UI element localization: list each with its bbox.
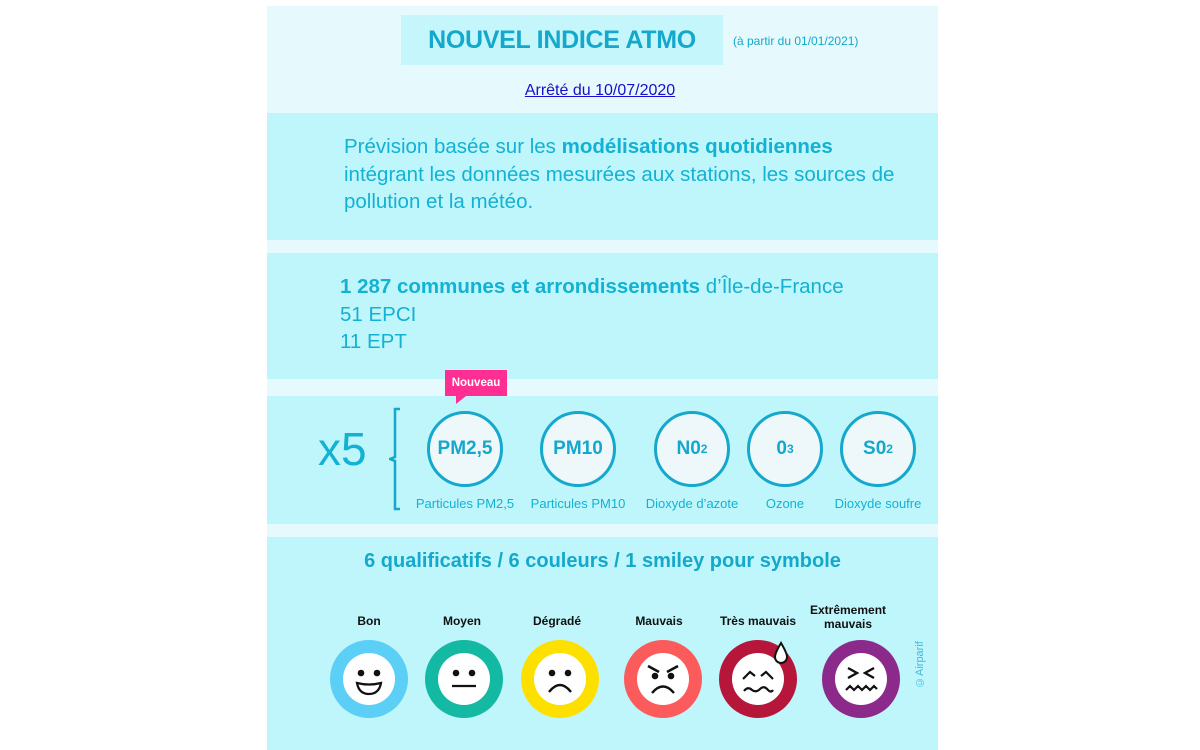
- angry-face-icon: [624, 640, 702, 718]
- level-label-degrade: Dégradé: [532, 614, 582, 628]
- forecast-text-bold: modélisations quotidiennes: [561, 135, 833, 158]
- pollutant-symbol: N0: [676, 438, 701, 459]
- neutral-face-icon: [425, 640, 503, 718]
- copyright: ©Airparif: [914, 641, 926, 688]
- pollutant-symbol: PM10: [553, 438, 603, 459]
- decree-link[interactable]: Arrêté du 10/07/2020: [524, 82, 676, 99]
- sweat-drop-icon: [771, 641, 791, 667]
- forecast-text-end: intégrant les données mesurées aux stations, les sources de pollution et la météo.: [344, 162, 895, 213]
- pollutant-pm10: [518, 411, 638, 511]
- forecast-text-start: Prévision basée sur les: [344, 135, 562, 158]
- new-badge-tail: [456, 396, 466, 404]
- pollutant-circle: [427, 411, 503, 487]
- grin-face-icon: [330, 640, 408, 718]
- pollutant-subscript: 3: [786, 442, 794, 456]
- level-label-tres-mauvais: Très mauvais: [719, 614, 797, 628]
- communes-region: d’Île-de-France: [700, 275, 844, 298]
- title-box: [401, 15, 723, 65]
- pollutant-label: Ozone: [765, 496, 805, 511]
- pollutant-label: Particules PM10: [530, 496, 626, 511]
- pollutant-circle: [840, 411, 916, 487]
- curly-bracket-icon: [389, 407, 401, 511]
- pollutant-subscript: 2: [700, 442, 708, 456]
- pollutant-so2: [818, 411, 938, 511]
- sad-face-icon: [521, 640, 599, 718]
- pollutant-symbol: PM2,5: [437, 438, 493, 459]
- pollutant-circle: [540, 411, 616, 487]
- pollutant-symbol: S0: [863, 438, 887, 459]
- decree-link-row: [0, 82, 1200, 100]
- pollutant-label: Dioxyde d’azote: [645, 496, 739, 511]
- coverage-ept: 11 EPT: [340, 330, 407, 353]
- page-title: NOUVEL INDICE ATMO: [428, 25, 696, 54]
- level-label-moyen: Moyen: [442, 614, 481, 628]
- pollutant-label: Particules PM2,5: [415, 496, 515, 511]
- forecast-text: [344, 133, 904, 216]
- level-label-extremement-mauvais: Extrêmement mauvais: [809, 603, 887, 631]
- coverage-communes: [340, 273, 844, 301]
- pollutant-label: Dioxyde soufre: [834, 496, 922, 511]
- coverage-epci: 51 EPCI: [340, 302, 417, 326]
- pollutant-circle: [654, 411, 730, 487]
- pollutant-multiplier: x5: [318, 423, 367, 475]
- worried-sweat-face-icon: [719, 640, 797, 718]
- pollutant-list: [405, 411, 935, 521]
- pollutant-symbol: 0: [776, 438, 787, 459]
- confounded-face-icon: [822, 640, 900, 718]
- communes-count: 1 287 communes et arrondissements: [340, 275, 701, 298]
- pollutant-subscript: 2: [886, 442, 893, 456]
- level-label-bon: Bon: [357, 614, 381, 628]
- effective-date: (à partir du 01/01/2021): [733, 34, 859, 48]
- pollutant-pm25: [405, 411, 525, 511]
- level-label-mauvais: Mauvais: [635, 614, 683, 628]
- coverage-panel: [267, 253, 938, 379]
- pollutant-circle: [747, 411, 823, 487]
- coverage-text: [340, 273, 844, 356]
- new-badge: Nouveau: [445, 370, 507, 396]
- scale-heading: 6 qualificatifs / 6 couleurs / 1 smiley pour symbole: [364, 550, 841, 572]
- forecast-panel: [267, 113, 938, 240]
